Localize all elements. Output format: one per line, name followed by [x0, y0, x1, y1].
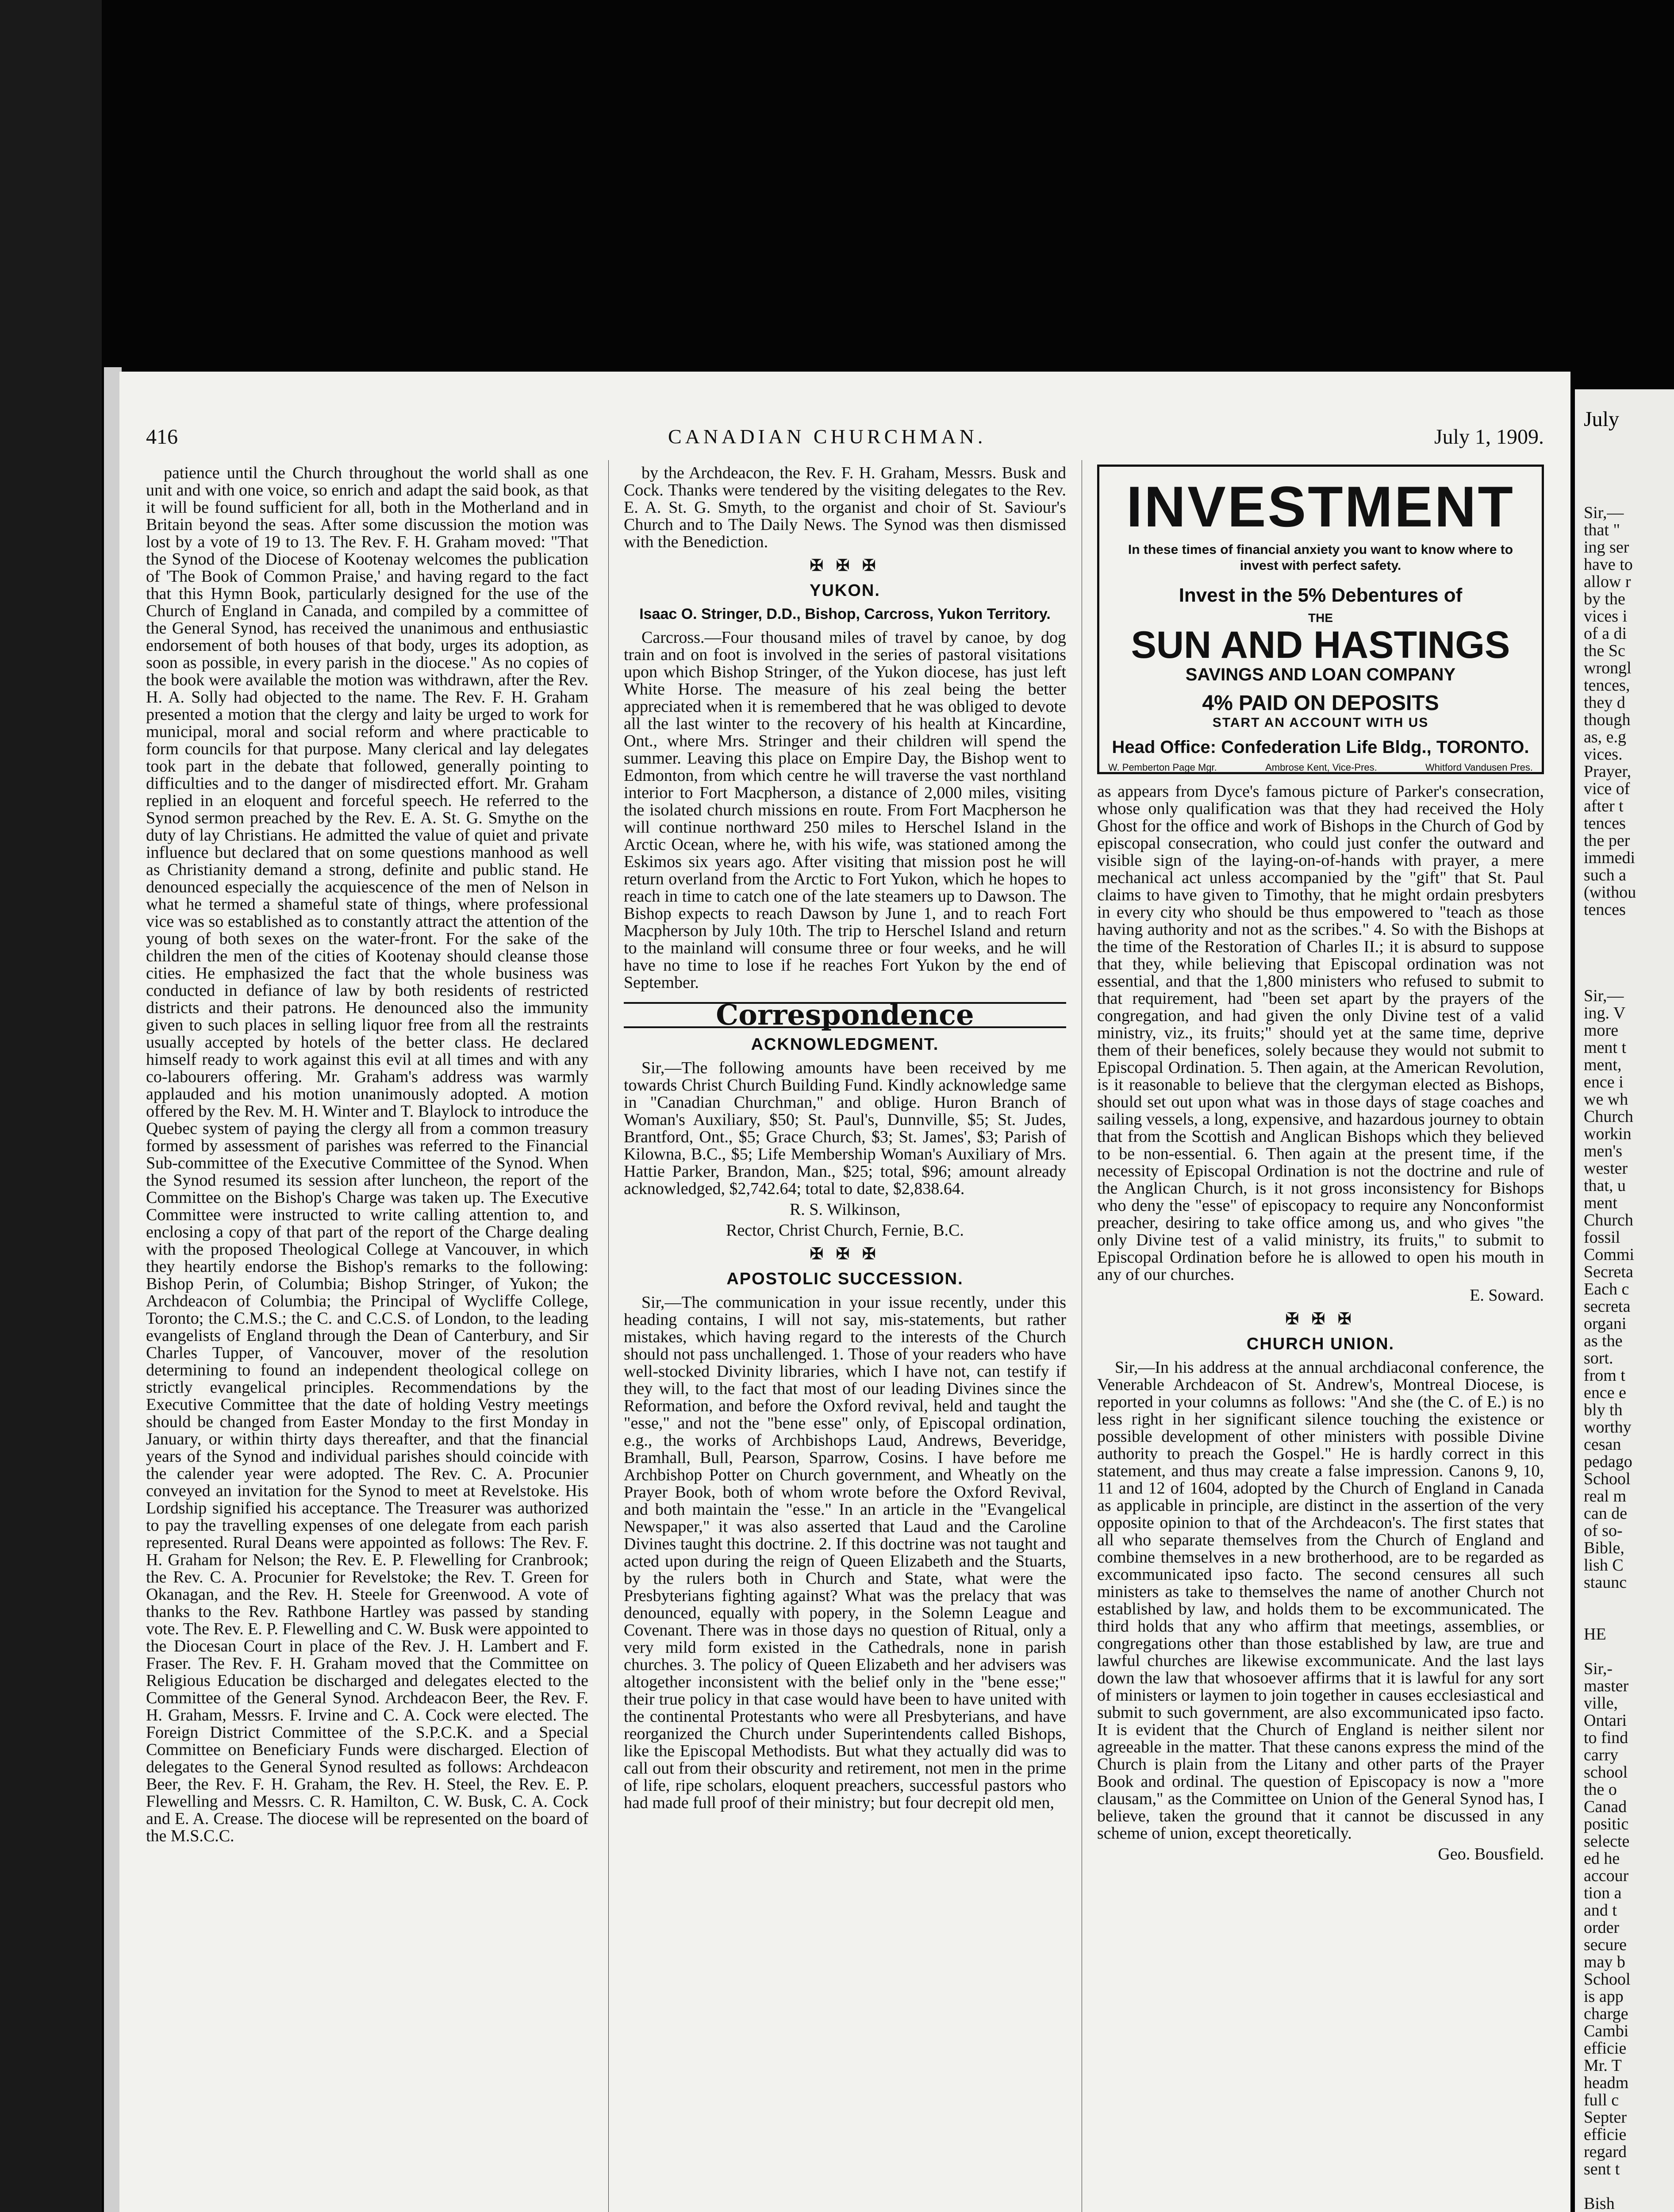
adjacent-page-line: the o	[1584, 1780, 1617, 1799]
adjacent-page-line: more	[1584, 1021, 1619, 1040]
adjacent-page-line: workin	[1584, 1125, 1632, 1143]
church-union-signature: Geo. Bousfield.	[1438, 1845, 1544, 1863]
adjacent-page-line	[1584, 936, 1672, 953]
adjacent-page-text	[1584, 504, 1672, 2212]
ad-start-account: START AN ACCOUNT WITH US	[1212, 715, 1429, 730]
adjacent-page-line: wrongl	[1584, 659, 1632, 677]
adjacent-page-line: Sir,—	[1584, 503, 1624, 522]
apostolic-succession-continued: as appears from Dyce's famous picture of Parker's consecration, whose only qualification was that they had received the Holy Ghost for the office and work of Bishops in the Church of God by episcopal consecration, who could just confer the outward and visible sign of the laying-on-of-hands with prayer, a mere mechanical act unless accompanied by the "gift" that St. Paul claims to have given to Timothy, that he might ordain presbyters in every city who should be thus empowered to "teach as those having authority and not as the scribes." 4. So with the Bishops at the time of the Restoration of Charles II.; it is absurd to suppose that they, while believing that Episcopal ordination was not essential, and that the 1,800 ministers who refused to submit to that requirement, had "been set apart by the prayers of the congregation, and had given the only Divine test of a valid ministry, viz., its fruits;" should yet at the same time, deprive them of their benefices, solely because they would not submit to Episcopal Ordination. 5. Then again, at the American Revolution, is it reasonable to believe that the clergyman elected as Bishops, should set out upon what was in those days of stage coaches and sailing vessels, a long, expensive, and hazardous journey to obtain that from the Scottish and Anglican Bishops which they believed to be non-essential. 6. Then again at the present time, if the necessity of Episcopal Ordination is not the doctrine and rule of the Anglican Church, is it not gross inconsistency for Bishops who deny the "esse" of episcopacy to require any Nonconformist preacher, desiring to take office among us, and who gives "the only Divine test of a valid ministry, its fruits," to submit to Episcopal Ordination before he is allowed to open his mouth in any of our churches.	[1097, 782, 1544, 1284]
adjacent-page-line: pedago	[1584, 1452, 1632, 1471]
ad-deposit-rate: 4% PAID ON DEPOSITS	[1202, 691, 1439, 715]
adjacent-page-line: Bible,	[1584, 1539, 1624, 1557]
adjacent-page-line: master	[1584, 1677, 1629, 1695]
adjacent-page-line: Commi	[1584, 1245, 1635, 1264]
adjacent-page-line: from t	[1584, 1366, 1625, 1385]
adjacent-page-line: that, u	[1584, 1176, 1626, 1195]
adjacent-page-fragment	[1575, 389, 1674, 2212]
section-divider-stars: ✠ ✠ ✠	[810, 557, 880, 574]
adjacent-page-line: lish C	[1584, 1556, 1624, 1575]
scan-border-left	[0, 0, 102, 2212]
adjacent-page-line: Cambi	[1584, 2022, 1629, 2040]
adjacent-page-line: ed he	[1584, 1849, 1620, 1868]
adjacent-page-line: such a	[1584, 866, 1627, 884]
newspaper-page	[119, 372, 1570, 2212]
adjacent-page-line: real m	[1584, 1487, 1627, 1505]
acknowledgment-heading: ACKNOWLEDGMENT.	[751, 1035, 939, 1054]
adjacent-page-line	[1584, 1591, 1672, 1609]
ad-title: INVESTMENT	[1126, 474, 1515, 539]
column-2	[624, 465, 1066, 1815]
adjacent-page-line: Secreta	[1584, 1263, 1633, 1281]
synod-report-text: patience until the Church throughout the world shall as one unit and with one voice, so enrich and adapt the said book, as that it will be found sufficient for all, both in the Motherland and in Britain beyond the seas. After some discussion the motion was lost by a vote of 19 to 13. The Rev. F. H. Graham moved: "That the Synod of the Diocese of Kootenay welcomes the publication of 'The Book of Common Praise,' and having regard to the fact that this Hymn Book, particularly designed for the use of the Church of England in Canada, and compiled by a committee of the General Synod, has received the unanimous and enthusiastic endorsement of both houses of that body, urges its adoption, as soon as possible, in every parish in the diocese." As no copies of the book were available the motion was withdrawn, after the Rev. H. A. Solly had objected to the name. The Rev. F. H. Graham presented a motion that the clergy and laity be urged to work for municipal, moral and social reform and where practicable to form councils for that purpose. Many clerical and lay delegates took part in the debate that followed, generally pointing to difficulties and to the danger of misdirected effort. Mr. Graham replied in an eloquent and forceful speech. He referred to the Synod sermon preached by the Rev. E. A. St. G. Smythe on the duty of lay Christians. He admitted the value of quiet and private influence but declared that on some questions manhood as well as Christianity demand a strong, definite and public stand. He denounced especially the acquiescence of the men of Nelson in what he termed a shameful state of things, where professional vice was so established as to constantly attract the attention of the young of both sexes on the water-front. For the sake of the children the men of the cities of Kootenay should cleanse those cities. He emphasized the fact that the whole business was conducted in defiance of law by both residents of restricted districts and their patrons. He denounced also the immunity given to such places in selling liquor free from all the restraints usually accepted by hotels of the better class. He declared himself ready to work against this evil at all times and with any co-labourers offering. Mr. Graham's address was warmly applauded and his motion unanimously adopted. A motion offered by the Rev. M. H. Winter and T. Blaylock to introduce the Quebec system of paying the clergy all from a common treasury formed by assessment of parishes was referred to the Financial Sub-committee of the Executive Committee of the Synod. When the Synod resumed its session after luncheon, the report of the Committee on the Bishop's Charge was taken up. The Executive Committee were instructed to write calling attention to, and enclosing a copy of that part of the report of the Charge dealing with the proposed Theological College at Vancouver, in which they heartily endorse the Bishop's remarks to the following: Bishop Perin, of Columbia; Bishop Stringer, of Yukon; the Archdeacon of Columbia; the Principal of Wycliffe College, Toronto; the C.M.S.; the C. and C.C.S. of London, to the leading evangelists of England through the Dean of Canterbury, and Sir Charles Tupper, of Vancouver, mover of the resolution determining to found an independent theological college on strictly evangelical principles. Recommendations by the Executive Committee that the date of holding Vestry meetings should be changed from Easter Monday to the first Monday in January, or within thirty days thereafter, and that the financial years of the Synod and individual parishes should coincide with the calender year were adopted. The Rev. C. A. Procunier conveyed an invitation for the Synod to meet at Revelstoke. His Lordship signified his acceptance. The Treasurer was authorized to pay the travelling expenses of one delegate from each parish represented. Rural Deans were appointed as follows: The Rev. F. H. Graham for Nelson; the Rev. E. P. Flewelling for Cranbrook; the Rev. C. A. Procunier for Revelstoke; the Rev. T. Green for Okanagan, and the Rev. H. Steele for Greenwood. A vote of thanks to the Rev. Rathbone Hartley was passed by standing vote. The Rev. E. P. Flewelling and C. W. Busk were appointed to the Diocesan Court in place of the Rev. J. H. Lambert and F. Fraser. The Rev. F. H. Graham moved that the Committee on Religious Education be discharged and delegates elected to the Committee of the General Synod. Archdeacon Beer, the Rev. F. H. Graham, Messrs. F. Irvine and C. A. Cock were elected. The Foreign District Committee of the S.P.C.K. and a Special Committee on Beneficiary Funds were discharged. Election of delegates to the General Synod resulted as follows: Archdeacon Beer, the Rev. F. H. Graham, the Rev. H. Steel, the Rev. E. P. Flewelling and Messrs. C. R. Hamilton, C. W. Busk, C. A. Cock and E. A. Crease. The diocese will be represented on the board of the M.S.C.C.	[146, 464, 588, 1845]
ad-officer-manager: W. Pemberton Page Mgr.	[1108, 762, 1217, 773]
adjacent-page-line: of so-	[1584, 1521, 1623, 1540]
adjacent-page-line: ence i	[1584, 1073, 1624, 1091]
adjacent-page-line: accour	[1584, 1866, 1629, 1885]
adjacent-page-line: School	[1584, 1970, 1631, 1989]
church-union-heading: CHURCH UNION.	[1246, 1335, 1395, 1353]
column-rule	[608, 460, 609, 2212]
adjacent-page-line: is app	[1584, 1987, 1624, 2006]
adjacent-page-line: cesan	[1584, 1435, 1621, 1454]
ad-officer-vice-president: Ambrose Kent, Vice-Pres.	[1265, 762, 1377, 773]
adjacent-page-line: ment t	[1584, 1038, 1627, 1057]
adjacent-page-line: order	[1584, 1918, 1620, 1937]
adjacent-page-line: and t	[1584, 1901, 1617, 1920]
adjacent-page-line: Church	[1584, 1107, 1633, 1126]
adjacent-page-line	[1584, 970, 1672, 987]
adjacent-page-line: ence e	[1584, 1383, 1626, 1402]
adjacent-page-line: tion a	[1584, 1884, 1622, 1902]
adjacent-page-line: staunc	[1584, 1573, 1627, 1592]
yukon-subheading: Isaac O. Stringer, D.D., Bishop, Carcross, Yukon Territory.	[639, 606, 1051, 622]
adjacent-page-line: Septer	[1584, 2108, 1627, 2127]
stacked-page-edges	[104, 367, 122, 2212]
adjacent-page-line: carry	[1584, 1746, 1619, 1764]
adjacent-page-line: immedi	[1584, 849, 1636, 867]
ad-company-name: SUN AND HASTINGS	[1131, 624, 1510, 666]
adjacent-page-line: selecte	[1584, 1832, 1630, 1851]
adjacent-page-line: Canad	[1584, 1797, 1627, 1816]
adjacent-page-line: School	[1584, 1470, 1631, 1488]
adjacent-page-line: ing. V	[1584, 1004, 1626, 1022]
adjacent-page-line: ville,	[1584, 1694, 1618, 1713]
adjacent-page-line: organi	[1584, 1314, 1627, 1333]
adjacent-page-line: that "	[1584, 521, 1620, 539]
adjacent-page-line: the per	[1584, 831, 1630, 850]
adjacent-page-line: to find	[1584, 1728, 1628, 1747]
ad-officers	[1108, 762, 1533, 773]
ad-head-office: Head Office: Confederation Life Bldg., TORONTO.	[1112, 737, 1529, 757]
adjacent-page-line: as, e.g	[1584, 728, 1627, 746]
ad-officer-president: Whitford Vandusen Pres.	[1425, 762, 1533, 773]
adjacent-page-line: Bish	[1584, 2194, 1615, 2212]
adjacent-page-line: regard	[1584, 2143, 1627, 2161]
adjacent-page-line: ment,	[1584, 1056, 1622, 1074]
adjacent-page-line: wester	[1584, 1159, 1628, 1178]
adjacent-page-line: Mr. T	[1584, 2056, 1622, 2075]
ad-intro: In these times of financial anxiety you want to know where to invest with perfect safety.	[1128, 542, 1513, 573]
ad-invest-line: Invest in the 5% Debentures of	[1179, 584, 1463, 606]
adjacent-page-line: school	[1584, 1763, 1628, 1782]
adjacent-page-line: of a di	[1584, 624, 1627, 643]
carcross-article: Carcross.—Four thousand miles of travel by canoe, by dog train and on foot is involved in the series of pastoral visitations upon which Bishop Stringer, of the Yukon diocese, has just left White Horse. The measure of his zeal being the better appreciated when it is remembered that he was obliged to devote all the last winter to the recovery of his health at Kincardine, Ont., where Mrs. Stringer and their children will spend the summer. Leaving this place on Empire Day, the Bishop went to Edmonton, from which centre he will traverse the vast northland interior to Fort Macpherson, a distance of 2,000 miles, visiting the isolated church missions en route. From Fort Macpherson he will continue northward 250 miles to Herschel Island in the Arctic Ocean, where he, with his wife, was stationed among the Eskimos six years ago. After visiting that mission post he will return overland from the Arctic to Fort Yukon, which he hopes to reach in time to catch one of the late steamers up to Dawson. The Bishop expects to reach Dawson by June 1, and to reach Fort Macpherson by July 10th. The trip to Herschel Island and return to the mainland will consume three or four weeks, and he will have no time to lose if he reaches Fort Yukon by the end of September.	[624, 628, 1066, 992]
adjacent-page-line: Ontari	[1584, 1711, 1627, 1730]
adjacent-page-line: men's	[1584, 1142, 1623, 1160]
adjacent-page-line	[1584, 953, 1672, 970]
acknowledgment-signature: R. S. Wilkinson,	[789, 1200, 901, 1219]
adjacent-page-line: worthy	[1584, 1418, 1632, 1436]
adjacent-page-line	[1584, 1643, 1672, 1660]
adjacent-page-line: as the	[1584, 1332, 1623, 1350]
adjacent-page-line: tences	[1584, 900, 1626, 919]
investment-advertisement	[1097, 465, 1544, 774]
adjacent-page-line: vices i	[1584, 607, 1628, 626]
adjacent-page-line: Sir,—	[1584, 987, 1624, 1005]
adjacent-page-line: by the	[1584, 590, 1625, 608]
adjacent-page-line: vice of	[1584, 780, 1630, 798]
ad-the: THE	[1308, 611, 1333, 625]
adjacent-page-line: full c	[1584, 2091, 1619, 2109]
masthead: CANADIAN CHURCHMAN.	[668, 425, 987, 448]
issue-date: July 1, 1909.	[1434, 425, 1544, 449]
adjacent-page-line: have to	[1584, 555, 1633, 574]
apostolic-succession-letter: Sir,—The communication in your issue recently, under this heading contains, I will not say, mis-statements, but rather mistakes, which having regard to the interests of the Church should not pass unchallenged. 1. Those of your readers who have well-stocked Divinity libraries, which I have not, can testify if they will, to the fact that most of our leading Divines since the Reformation, and before the Oxford revival, held and taught the "esse," and not the "bene esse" only, of Episcopal ordination, e.g., the works of Archbishops Laud, Andrews, Beveridge, Bramhall, Bull, Pearson, Sparrow, Cosins. I have before me Archbishop Potter on Church government, and Wheatly on the Prayer Book, both of whom wrote before the Oxford Revival, and both maintain the "esse." In an article in the "Evangelical Newspaper," it was also asserted that Laud and the Caroline Divines taught this doctrine. 2. If this doctrine was not taught and acted upon during the reign of Queen Elizabeth and the Stuarts, by the rulers both in Church and State, what were the Presbyterians fighting against? What was the prelacy that was denounced, equally with popery, in the Solemn League and Covenant. There was in those days no question of Ritual, only a very mild form existed in the Cathedrals, none in parish churches. 3. The policy of Queen Elizabeth and her advisers was altogether inconsistent with the belief only in the "bene esse;" their true policy in that case would have been to have united with the continental Protestants who were all Presbyterians, and have reorganized the Church under Superintendents called Bishops, like the Episcopal Methodists. But what they actually did was to call out from their obscurity and retirement, not men in the prime of life, ripe scholars, eloquent preachers, successful pastors who had made full proof of their ministry; but four decrepit old men,	[624, 1293, 1066, 1812]
adjacent-page-line	[1584, 2178, 1672, 2195]
adjacent-page-line: vices.	[1584, 745, 1623, 764]
adjacent-page-line: efficie	[1584, 2039, 1627, 2058]
adjacent-page-line: charge	[1584, 2005, 1628, 2023]
adjacent-page-line: HE	[1584, 1625, 1606, 1644]
adjacent-page-line: (withou	[1584, 883, 1636, 902]
acknowledgment-signature-title: Rector, Christ Church, Fernie, B.C.	[726, 1221, 964, 1240]
adjacent-page-line: positic	[1584, 1815, 1629, 1833]
adjacent-page-line: allow r	[1584, 572, 1631, 591]
column-3	[1097, 783, 1544, 1866]
correspondence-banner: Correspondence	[624, 1002, 1066, 1028]
adjacent-page-line: we wh	[1584, 1090, 1628, 1109]
yukon-heading: YUKON.	[810, 581, 880, 600]
adjacent-page-line: fossil	[1584, 1228, 1620, 1247]
adjacent-page-line: Each c	[1584, 1280, 1629, 1298]
adjacent-page-line: after t	[1584, 797, 1624, 815]
adjacent-page-line: ing ser	[1584, 538, 1629, 557]
adjacent-page-line: sent t	[1584, 2160, 1620, 2178]
adjacent-page-line: ment	[1584, 1194, 1617, 1212]
adjacent-page-line: secure	[1584, 1936, 1627, 1954]
column-1	[146, 465, 588, 1848]
adjacent-page-line: the Sc	[1584, 641, 1625, 660]
adjacent-page-date: July	[1584, 407, 1620, 431]
adjacent-page-line: tences,	[1584, 676, 1630, 695]
adjacent-page-line: may b	[1584, 1953, 1625, 1971]
adjacent-page-line: sort.	[1584, 1349, 1613, 1367]
apostolic-succession-heading: APOSTOLIC SUCCESSION.	[726, 1270, 964, 1288]
page-number: 416	[146, 425, 178, 449]
adjacent-page-line: tences	[1584, 814, 1626, 833]
apostolic-signature: E. Soward.	[1470, 1286, 1544, 1305]
adjacent-page-line: secreta	[1584, 1297, 1631, 1316]
adjacent-page-line: though	[1584, 710, 1631, 729]
adjacent-page-line	[1584, 1609, 1672, 1626]
section-divider-stars: ✠ ✠ ✠	[810, 1245, 880, 1263]
section-divider-stars: ✠ ✠ ✠	[1285, 1310, 1356, 1328]
adjacent-page-line: Sir,-	[1584, 1659, 1613, 1678]
adjacent-page-line: can de	[1584, 1504, 1628, 1523]
church-union-letter: Sir,—In his address at the annual archdiaconal conference, the Venerable Archdeacon of St. Andrew's, Montreal Diocese, is reported in your columns as follows: "And she (the C. of E.) is no less right in her significant silence touching the existence or possible development of other ministers with possible Divine authority to preach the Gospel." He is hardly correct in this statement, and thus may create a false impression. Canons 9, 10, 11 and 12 of 1604, adopted by the Church of England in Canada as applicable in principle, are distinct in the assertion of the very opposite opinion to that of the Archdeacon's. The first states that all who separate themselves from the Church of England and combine themselves in a new brotherhood, are to be regarded as excommunicated ipso facto. The second censures all such ministers as take to themselves the name of another Church not established by law, and holds them to be excommunicated. The third holds that any who affirm that meetings, assemblies, or congregations other than those established by law, are true and lawful churches are likewise excommunicate. And the last lays down the law that whosoever affirms that it is lawful for any sort of ministers or laymen to join together in causes ecclesiastical and submit to such government, are also excommunicated ipso facto. It is evident that the Church of England is neither silent nor agreeable in the matter. That these canons express the mind of the Church is plain from the Litany and other parts of the Prayer Book and ordinal. The question of Episcopacy is now a "more clausam," as the Committee on Union of the General Synod has, I believe, taken the ground that it cannot be discussed in any scheme of union, except theoretically.	[1097, 1358, 1544, 1843]
ad-company-subtitle: SAVINGS AND LOAN COMPANY	[1185, 665, 1456, 684]
adjacent-page-line: headm	[1584, 2074, 1629, 2092]
acknowledgment-letter: Sir,—The following amounts have been received by me towards Christ Church Building Fund. Kindly acknowledge same in "Canadian Churchman," and oblige. Huron Branch of Woman's Auxiliary, $50; St. Paul's, Dunnville, $5; St. Judes, Brantford, Ont., $5; Grace Church, $3; St. James', $3; Parish of Kilowna, B.C., $5; Life Membership Woman's Auxiliary of Mrs. Hattie Parker, Brandon, Man., $25; total, $96; amount already acknowledged, $2,742.64; total to date, $2,838.64.	[624, 1059, 1066, 1198]
adjacent-page-line: bly th	[1584, 1401, 1623, 1419]
synod-report-end: by the Archdeacon, the Rev. F. H. Graham, Messrs. Busk and Cock. Thanks were tendered by the visiting delegates to the Rev. E. A. St. G. Smyth, to the organist and choir of St. Saviour's Church and to The Daily News. The Synod was then dismissed with the Benediction.	[624, 464, 1066, 551]
adjacent-page-line: they d	[1584, 693, 1625, 712]
adjacent-page-line: efficie	[1584, 2125, 1627, 2144]
adjacent-page-line: Church	[1584, 1211, 1633, 1229]
adjacent-page-line: Prayer,	[1584, 762, 1632, 781]
adjacent-page-line	[1584, 918, 1672, 936]
